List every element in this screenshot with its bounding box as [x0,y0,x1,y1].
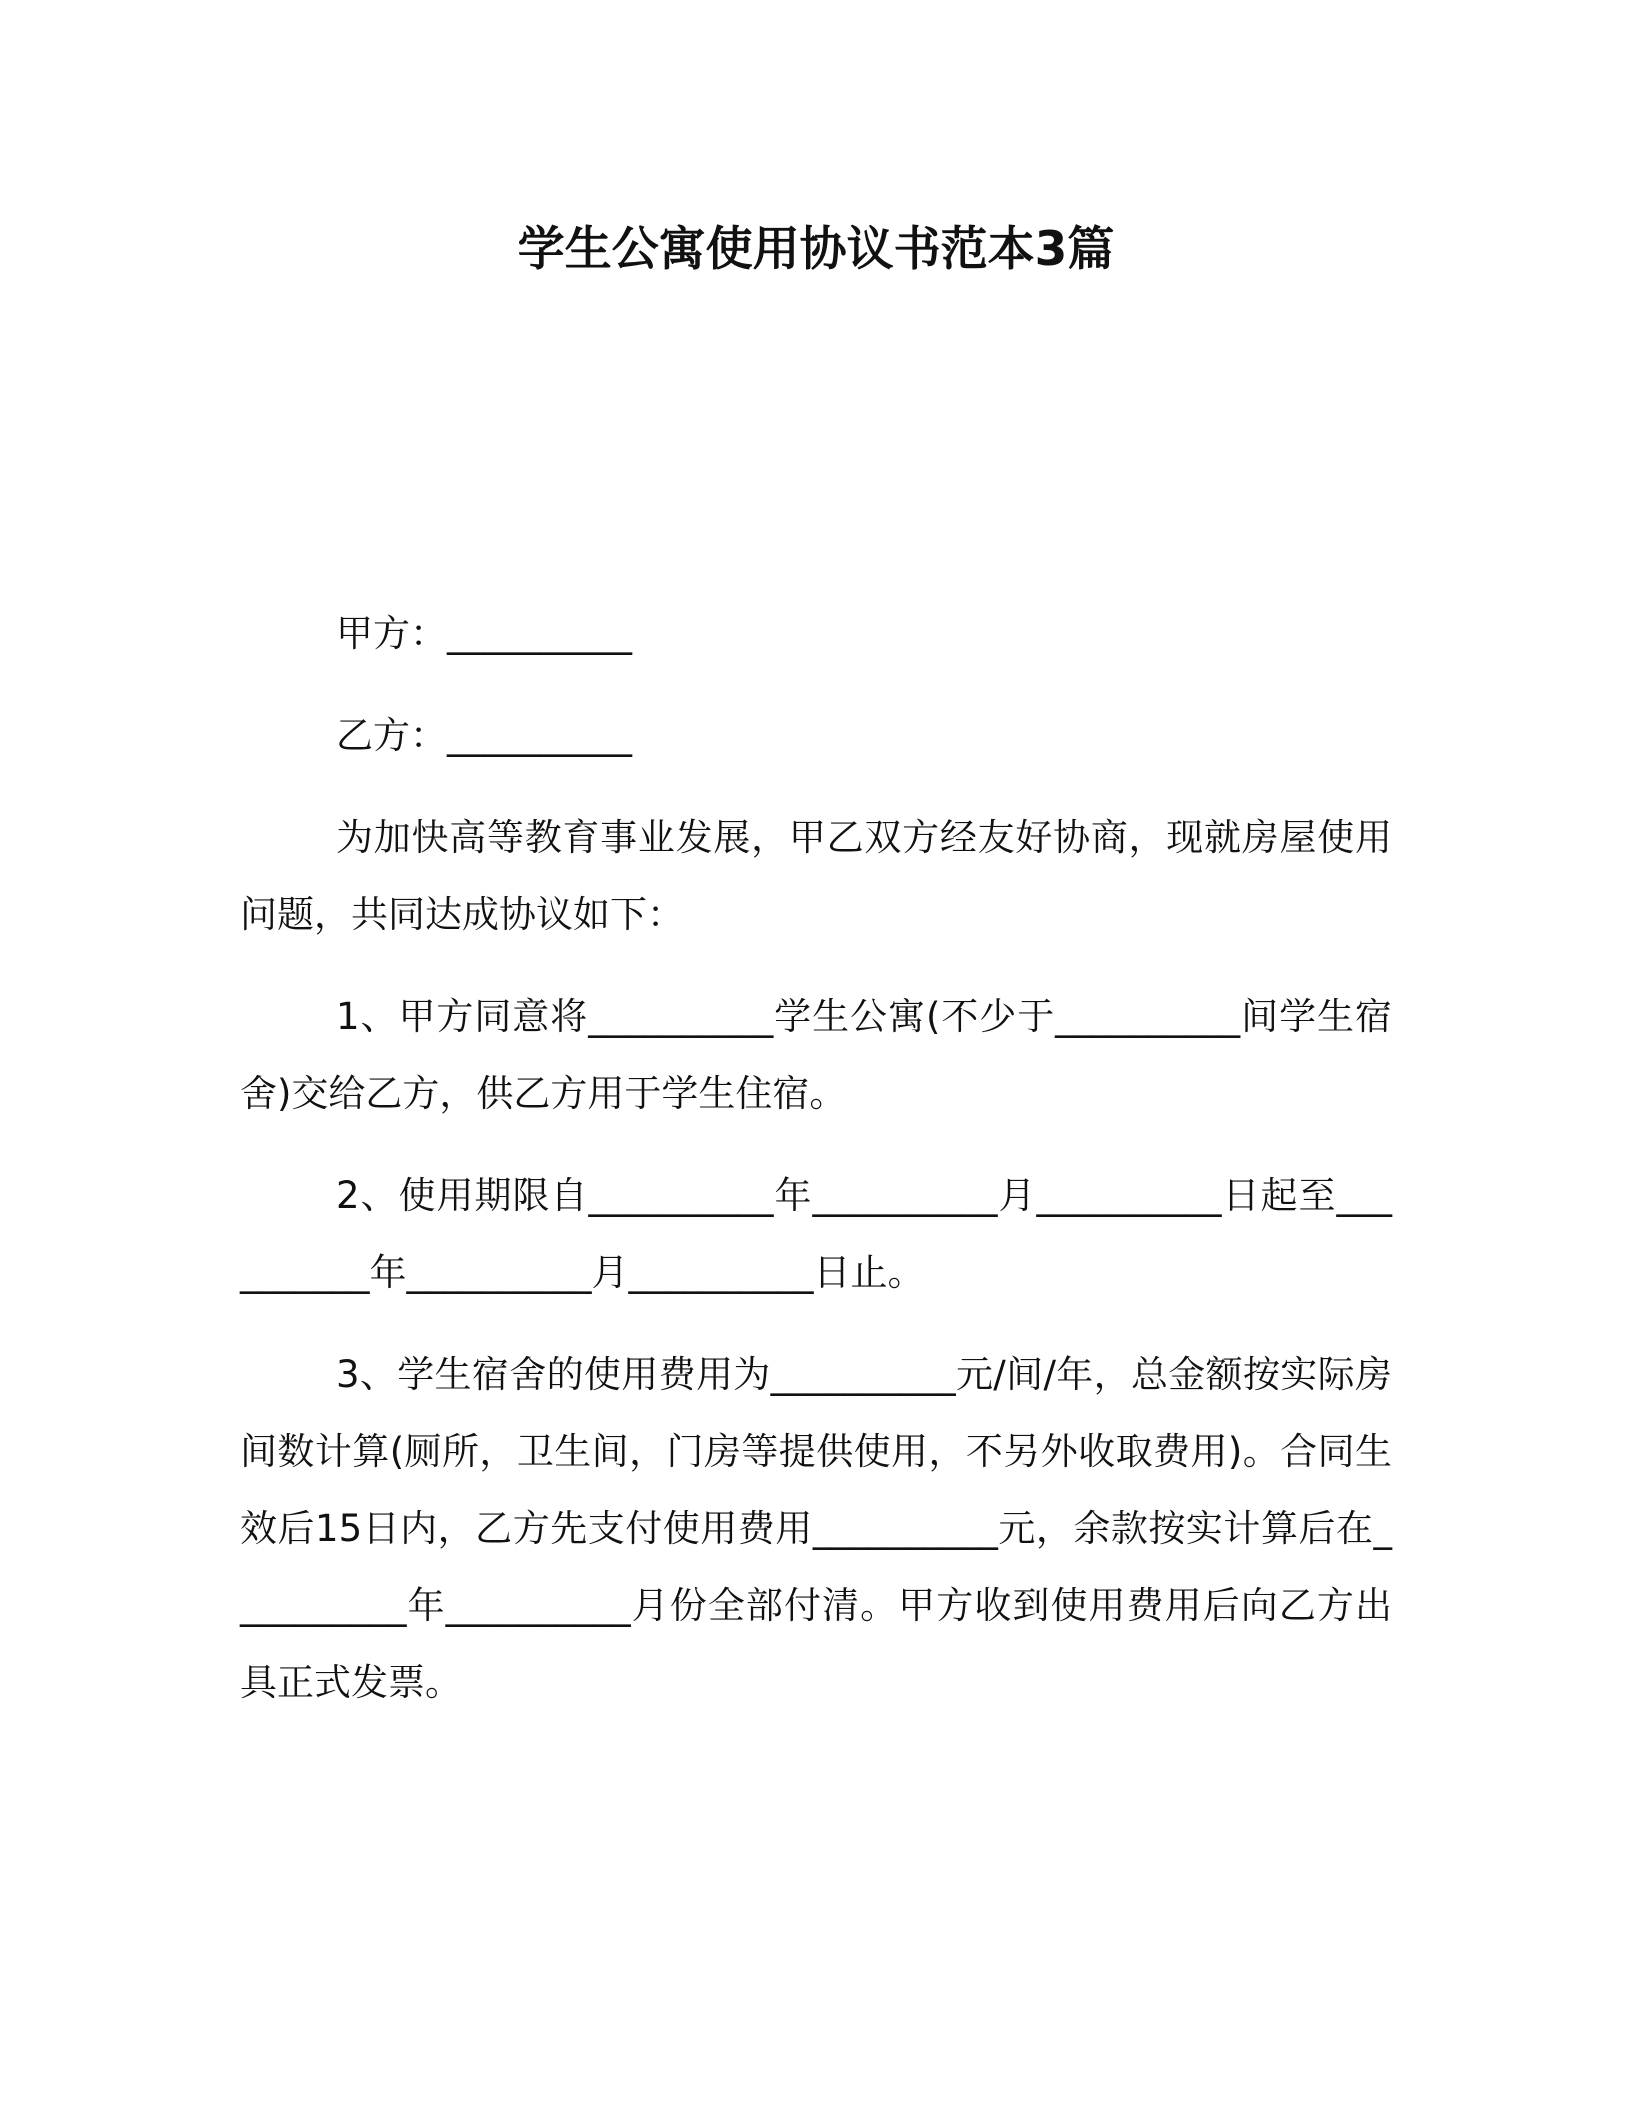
clause-1-paragraph: 1、甲方同意将__________学生公寓(不少于__________间学生宿舍)交给乙方，供乙方用于学生住宿。 [240,995,1392,1115]
clause-2-paragraph: 2、使用期限自__________年__________月__________日起至__________年__________月__________日止。 [240,1174,1392,1294]
party-b-line: 乙方：__________ [336,714,632,757]
document-title: 学生公寓使用协议书范本3篇 [517,222,1115,277]
document-body [240,595,1392,1746]
clause-3-paragraph: 3、学生宿舍的使用费用为__________元/间/年，总金额按实际房间数计算(厕所，卫生间，门房等提供使用，不另外收取费用)。合同生效后15日内，乙方先支付使用费用__________元，余款按实计算后在__________年__________月份全部付清。甲方收到使用费用后向乙方出具正式发票。 [240,1353,1392,1704]
preamble-paragraph: 为加快高等教育事业发展，甲乙双方经友好协商，现就房屋使用问题，共同达成协议如下： [240,816,1392,936]
party-a-line: 甲方：__________ [336,612,632,655]
